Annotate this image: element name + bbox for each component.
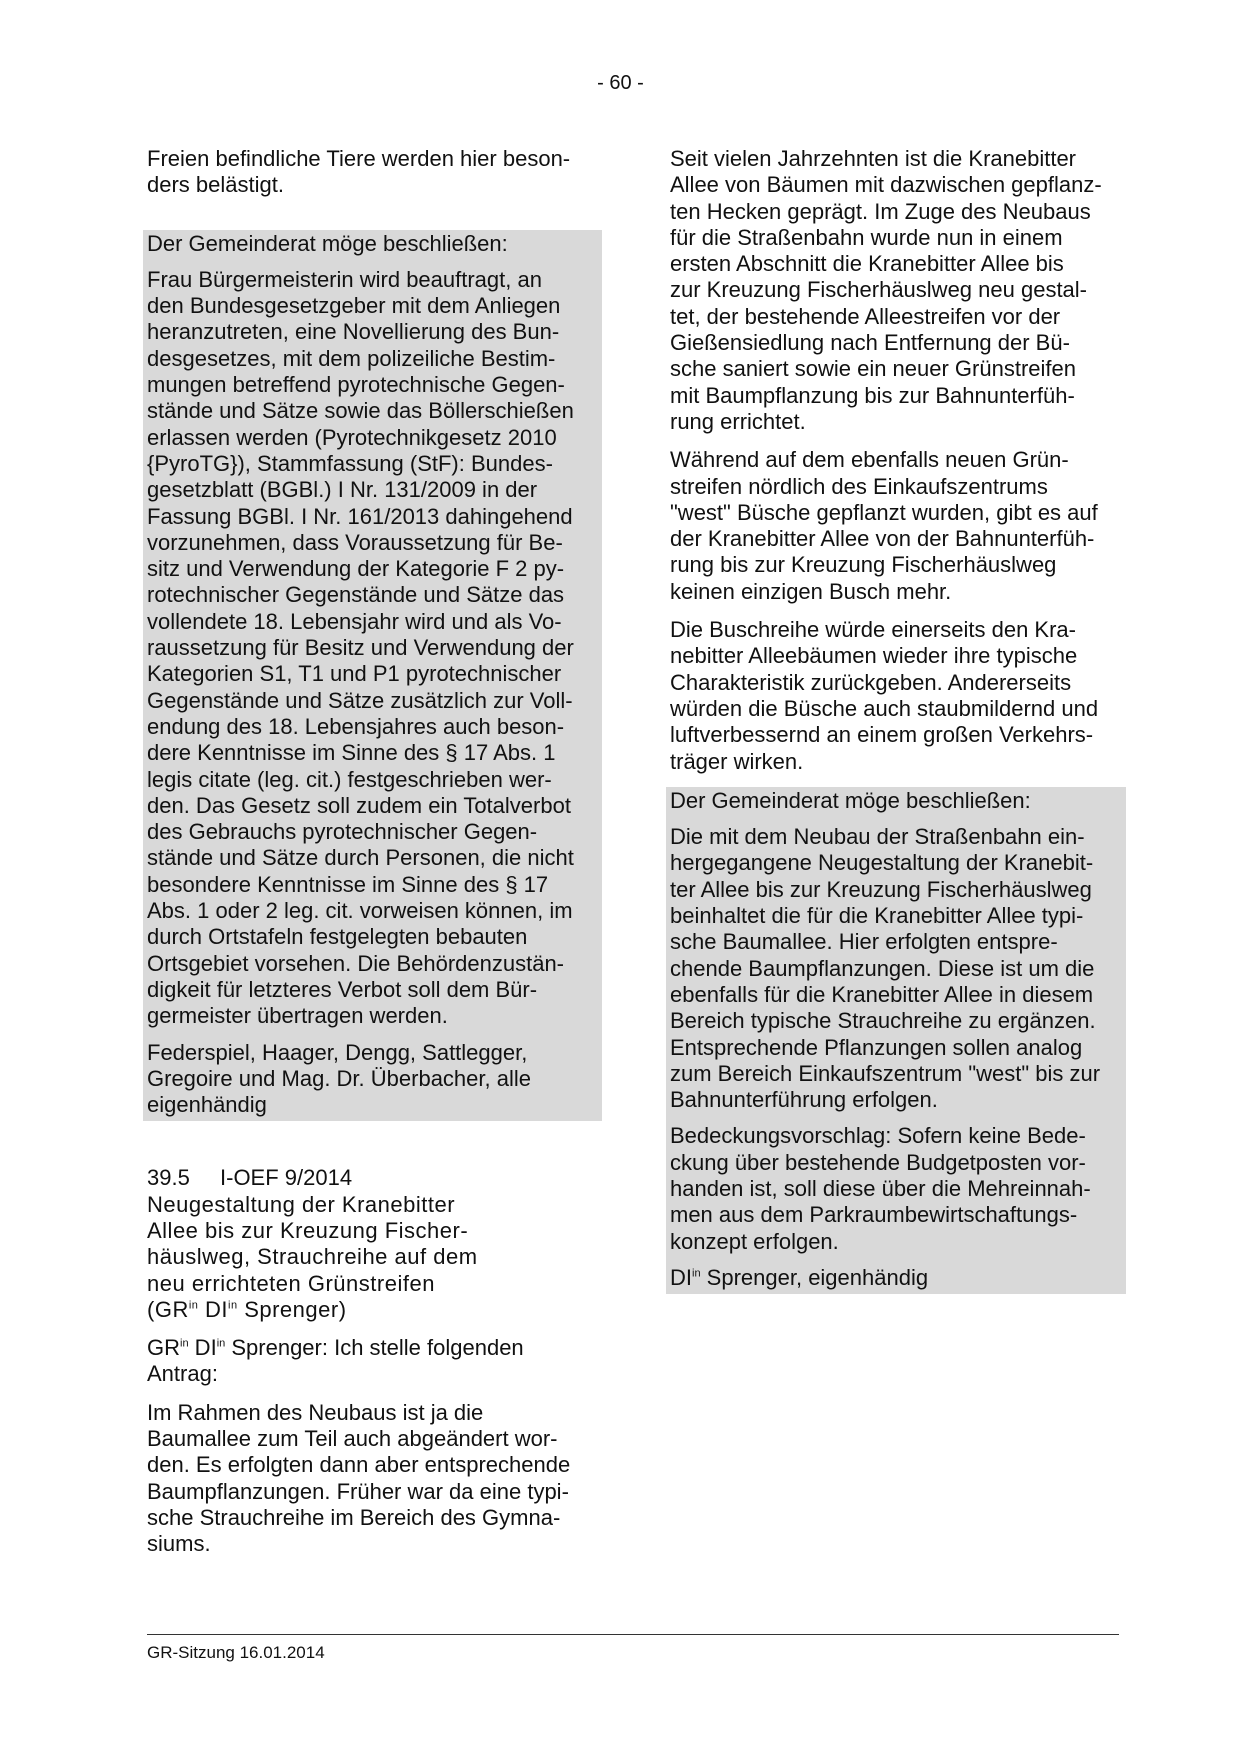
right-paragraph-1: Seit vielen Jahrzehnten ist die Kranebitter Allee von Bäumen mit dazwischen gepflanz- ten Hecken geprägt. Im Zuge des Neubaus für die Straßenbahn wurde nun in einem ersten Abschnitt die Kranebitter Allee bis zur Kreuzung Fischerhäuslweg neu gestal- tet, der bestehende Alleestreifen vor der Gießensiedlung nach Entfernung der Bü- sche saniert sowie ein neuer Grünstreifen mit Baumpflanzung bis zur Bahnunterfüh- rung errichtet.	[670, 146, 1102, 434]
motion-body: Frau Bürgermeisterin wird beauftragt, an den Bundesgesetzgeber mit dem Anliegen heranzutreten, eine Novellierung des Bun- desgesetzes, mit dem polizeiliche Bestim- mungen betreffend pyrotechnische Gegen- stände und Sätze sowie das Böllerschießen erlassen werden (Pyrotechnikgesetz 2010 {PyroTG}), Stammfassung (StF): Bundes- gesetzblatt (BGBl.) I Nr. 131/2009 in der Fassung BGBl. I Nr. 161/2013 dahingehend vorzunehmen, dass Voraussetzung für Be- sitz und Verwendung der Kategorie F 2 py- rotechnischer Gegenstände und Sätze das vollendete 18. Lebensjahr wird und als Vo- raussetzung für Besitz und Verwendung der Kategorien S1, T1 und P1 pyrotechnischer Gegenstände und Sätze zusätzlich zur Voll- endung des 18. Lebensjahres auch beson- dere Kenntnisse im Sinne des § 17 Abs. 1 legis citate (leg. cit.) festgeschrieben wer- den. Das Gesetz soll zudem ein Totalverbot des Gebrauchs pyrotechnischer Gegen- stände und Sätze durch Personen, die nicht besondere Kenntnisse im Sinne des § 17 Abs. 1 oder 2 leg. cit. vorweisen können, im durch Ortstafeln festgelegten bebauten Ortsgebiet vorsehen. Die Behördenzustän- digkeit für letzteres Verbot soll dem Bür- germeister übertragen werden.	[147, 266, 574, 1029]
item-code: I-OEF 9/2014	[220, 1165, 353, 1191]
motion-signers: Federspiel, Haager, Dengg, Sattlegger, Gregoire und Mag. Dr. Überbacher, alle eigenhändig	[147, 1039, 531, 1118]
motion-box-right	[666, 787, 1126, 1294]
right-paragraph-3: Die Buschreihe würde einerseits den Kra- nebitter Alleebäumen wieder ihre typische Charakteristik zurückgeben. Andererseits würden die Büsche auch staubmildernd und luftverbessernd an einem großen Verkehrs- träger wirken.	[670, 617, 1099, 774]
motion-heading-right: Der Gemeinderat möge beschließen:	[670, 787, 1031, 813]
coverage-proposal: Bedeckungsvorschlag: Sofern keine Bede- ckung über bestehende Budgetposten vor- handen ist, soll diese über die Mehreinnah- men aus dem Parkraumbewirtschaftungs- konzept erfolgen.	[670, 1123, 1091, 1254]
item-title: Neugestaltung der Kranebitter Allee bis zur Kreuzung Fischer- häuslweg, Strauchreihe auf dem neu errichteten Grünstreifen ($GR^{in}$ $DI^{in}$ Sprenger)	[147, 1191, 478, 1322]
intro-paragraph: Freien befindliche Tiere werden hier beson- ders belästigt.	[147, 146, 571, 198]
right-paragraph-2: Während auf dem ebenfalls neuen Grün- streifen nördlich des Einkaufszentrums "west" Büsche gepflanzt wurden, gibt es auf der Kranebitter Allee von der Bahnunterfüh- rung bis zur Kreuzung Fischerhäuslweg keinen einzigen Busch mehr.	[670, 447, 1098, 604]
motion-box-left	[143, 230, 602, 1122]
item-heading	[147, 1165, 597, 1191]
motion-signer-right: $DI^{in}$ Sprenger, eigenhändig	[670, 1264, 929, 1290]
motion-body-right: Die mit dem Neubau der Straßenbahn ein- hergegangene Neugestaltung der Kranebit- ter Allee bis zur Kreuzung Fischerhäuslweg beinhaltet die für die Kranebitter Allee typi- sche Baumallee. Hier erfolgten entspre- chende Baumpflanzungen. Diese ist um die ebenfalls für die Kranebitter Allee in diesem Bereich typische Strauchreihe zu ergänzen. Entsprechende Pflanzungen sollen analog zum Bereich Einkaufszentrum "west" bis zur Bahnunterführung erfolgen.	[670, 824, 1101, 1113]
motion-heading: Der Gemeinderat möge beschließen:	[147, 230, 508, 256]
right-column	[670, 146, 1120, 1294]
left-column	[147, 146, 597, 1570]
item-number: 39.5	[147, 1165, 190, 1191]
footer-divider	[147, 1634, 1119, 1635]
footer-session-label: GR-Sitzung 16.01.2014	[147, 1643, 325, 1662]
statement-paragraph: Im Rahmen des Neubaus ist ja die Baumallee zum Teil auch abgeändert wor- den. Es erfolgten dann aber entsprechende Baumpflanzungen. Früher war da eine typi- sche Strauchreihe im Bereich des Gymna- siums.	[147, 1399, 571, 1557]
page-number: - 60 -	[597, 72, 644, 94]
speaker-line: $GR^{in}$ $DI^{in}$ Sprenger: Ich stelle folgenden Antrag:	[147, 1335, 524, 1387]
